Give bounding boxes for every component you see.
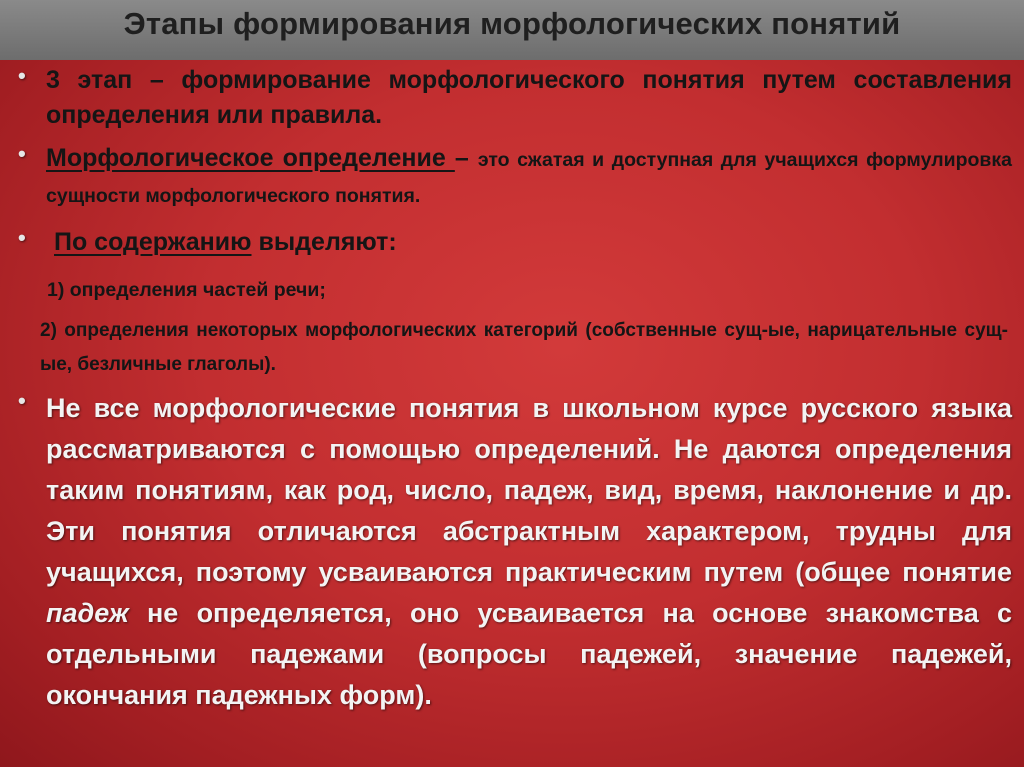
definition-term: Морфологическое определение [46, 144, 455, 172]
definition-text: это сжатая и доступная для учащихся формулировка сущности морфологического понятия. [46, 149, 1012, 207]
bullet-item-not-all [16, 388, 1012, 716]
definition-paragraph [46, 141, 1012, 215]
bullet-item-definition [16, 141, 1012, 215]
not-all-text-before: Не все морфологические понятия в школьном курсе русского языка рассматриваются с помощью определений. Не даются определения таким понятиям, как род, число, падеж, вид, время, наклонение и др. Эти понятия отличаются абстрактным характером, трудны для учащихся, поэтому усваиваются практическим путем (общее понятие [46, 393, 1012, 587]
bullet-item-by-content [16, 225, 1012, 260]
definition-dash: – [454, 144, 478, 172]
slide-content [16, 55, 1012, 716]
stage3-text: 3 этап – формирование морфологического понятия путем составления определения или правила. [46, 66, 1012, 129]
not-all-paragraph [46, 388, 1012, 716]
by-content-term: По содержанию [54, 228, 252, 256]
slide-title: Этапы формирования морфологических понятий [123, 6, 901, 41]
emphasis-padezh: падеж [46, 598, 129, 628]
not-all-text-after: не определяется, оно усваивается на основе знакомства с отдельными падежами (вопросы падежей, значение падежей, окончания падежных форм). [46, 598, 1012, 710]
bullet-item-stage3 [16, 63, 1012, 133]
bullet-icon: • [18, 225, 26, 250]
bullet-icon: • [18, 388, 26, 413]
list-item-categories: 2) определения некоторых морфологических категорий (собственные сущ-ые, нарицательные сущ-ые, безличные глаголы). [40, 320, 1008, 375]
list-item-parts-of-speech: 1) определения частей речи; [47, 279, 326, 301]
bullet-icon: • [18, 141, 26, 166]
bullet-icon: • [18, 63, 26, 88]
by-content-heading [54, 225, 1012, 260]
by-content-rest: выделяют: [251, 228, 397, 256]
